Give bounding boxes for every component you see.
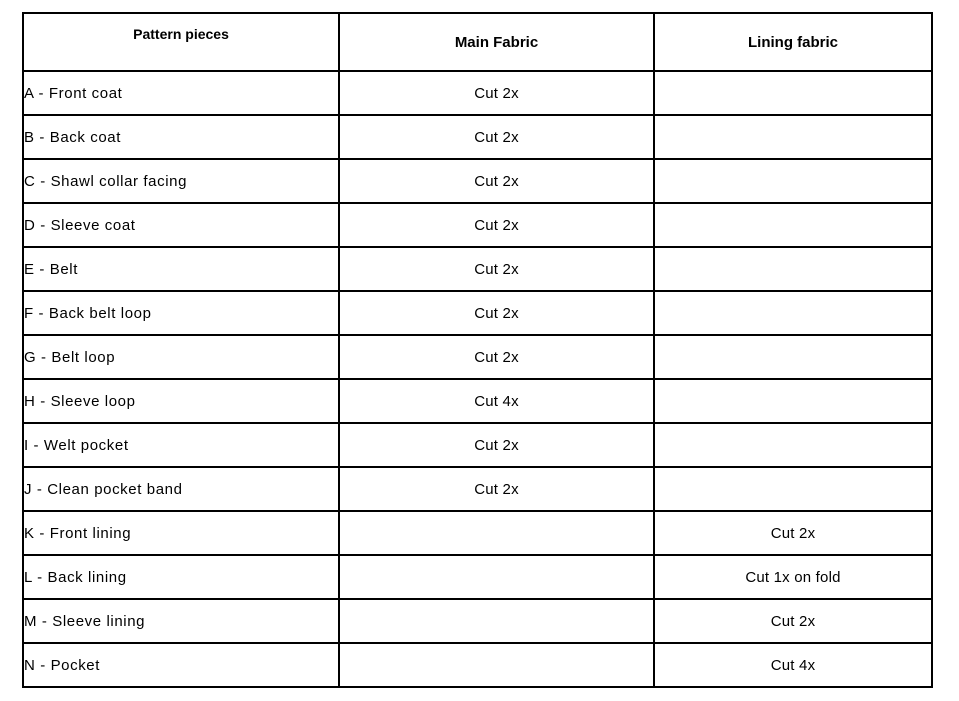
lining-fabric-cell: Cut 4x xyxy=(654,643,932,687)
main-fabric-cell xyxy=(339,555,654,599)
lining-fabric-cell: Cut 2x xyxy=(654,599,932,643)
main-fabric-cell xyxy=(339,599,654,643)
table-header-row xyxy=(23,13,932,71)
main-fabric-cell: Cut 2x xyxy=(339,467,654,511)
table-row xyxy=(23,203,932,247)
table-row xyxy=(23,291,932,335)
lining-fabric-cell xyxy=(654,423,932,467)
table-row xyxy=(23,71,932,115)
lining-fabric-cell xyxy=(654,467,932,511)
lining-fabric-cell xyxy=(654,291,932,335)
main-fabric-cell: Cut 2x xyxy=(339,203,654,247)
pattern-piece-cell: M - Sleeve lining xyxy=(23,599,339,643)
table-row xyxy=(23,335,932,379)
table-row xyxy=(23,115,932,159)
header-main-fabric: Main Fabric xyxy=(339,13,654,71)
pattern-piece-cell: G - Belt loop xyxy=(23,335,339,379)
pattern-piece-cell: K - Front lining xyxy=(23,511,339,555)
pattern-piece-cell: E - Belt xyxy=(23,247,339,291)
main-fabric-cell: Cut 2x xyxy=(339,291,654,335)
table-row xyxy=(23,511,932,555)
table-row xyxy=(23,247,932,291)
lining-fabric-cell xyxy=(654,335,932,379)
lining-fabric-cell xyxy=(654,159,932,203)
lining-fabric-cell xyxy=(654,203,932,247)
table-row xyxy=(23,159,932,203)
main-fabric-cell xyxy=(339,511,654,555)
main-fabric-cell: Cut 2x xyxy=(339,247,654,291)
header-lining-fabric: Lining fabric xyxy=(654,13,932,71)
table-row xyxy=(23,379,932,423)
pattern-piece-cell: A - Front coat xyxy=(23,71,339,115)
lining-fabric-cell xyxy=(654,379,932,423)
main-fabric-cell: Cut 2x xyxy=(339,335,654,379)
table-row xyxy=(23,423,932,467)
lining-fabric-cell xyxy=(654,247,932,291)
pattern-piece-cell: N - Pocket xyxy=(23,643,339,687)
pattern-piece-cell: H - Sleeve loop xyxy=(23,379,339,423)
lining-fabric-cell xyxy=(654,115,932,159)
table-row xyxy=(23,643,932,687)
pattern-piece-cell: C - Shawl collar facing xyxy=(23,159,339,203)
main-fabric-cell: Cut 4x xyxy=(339,379,654,423)
main-fabric-cell: Cut 2x xyxy=(339,159,654,203)
pattern-piece-cell: J - Clean pocket band xyxy=(23,467,339,511)
table-row xyxy=(23,599,932,643)
pattern-piece-cell: L - Back lining xyxy=(23,555,339,599)
lining-fabric-cell xyxy=(654,71,932,115)
main-fabric-cell: Cut 2x xyxy=(339,71,654,115)
main-fabric-cell: Cut 2x xyxy=(339,115,654,159)
table-row xyxy=(23,467,932,511)
header-pattern-pieces: Pattern pieces xyxy=(23,13,339,71)
pattern-piece-cell: D - Sleeve coat xyxy=(23,203,339,247)
main-fabric-cell xyxy=(339,643,654,687)
table-row xyxy=(23,555,932,599)
cutting-table xyxy=(22,12,933,688)
pattern-piece-cell: I - Welt pocket xyxy=(23,423,339,467)
lining-fabric-cell: Cut 2x xyxy=(654,511,932,555)
pattern-piece-cell: F - Back belt loop xyxy=(23,291,339,335)
main-fabric-cell: Cut 2x xyxy=(339,423,654,467)
lining-fabric-cell: Cut 1x on fold xyxy=(654,555,932,599)
pattern-piece-cell: B - Back coat xyxy=(23,115,339,159)
